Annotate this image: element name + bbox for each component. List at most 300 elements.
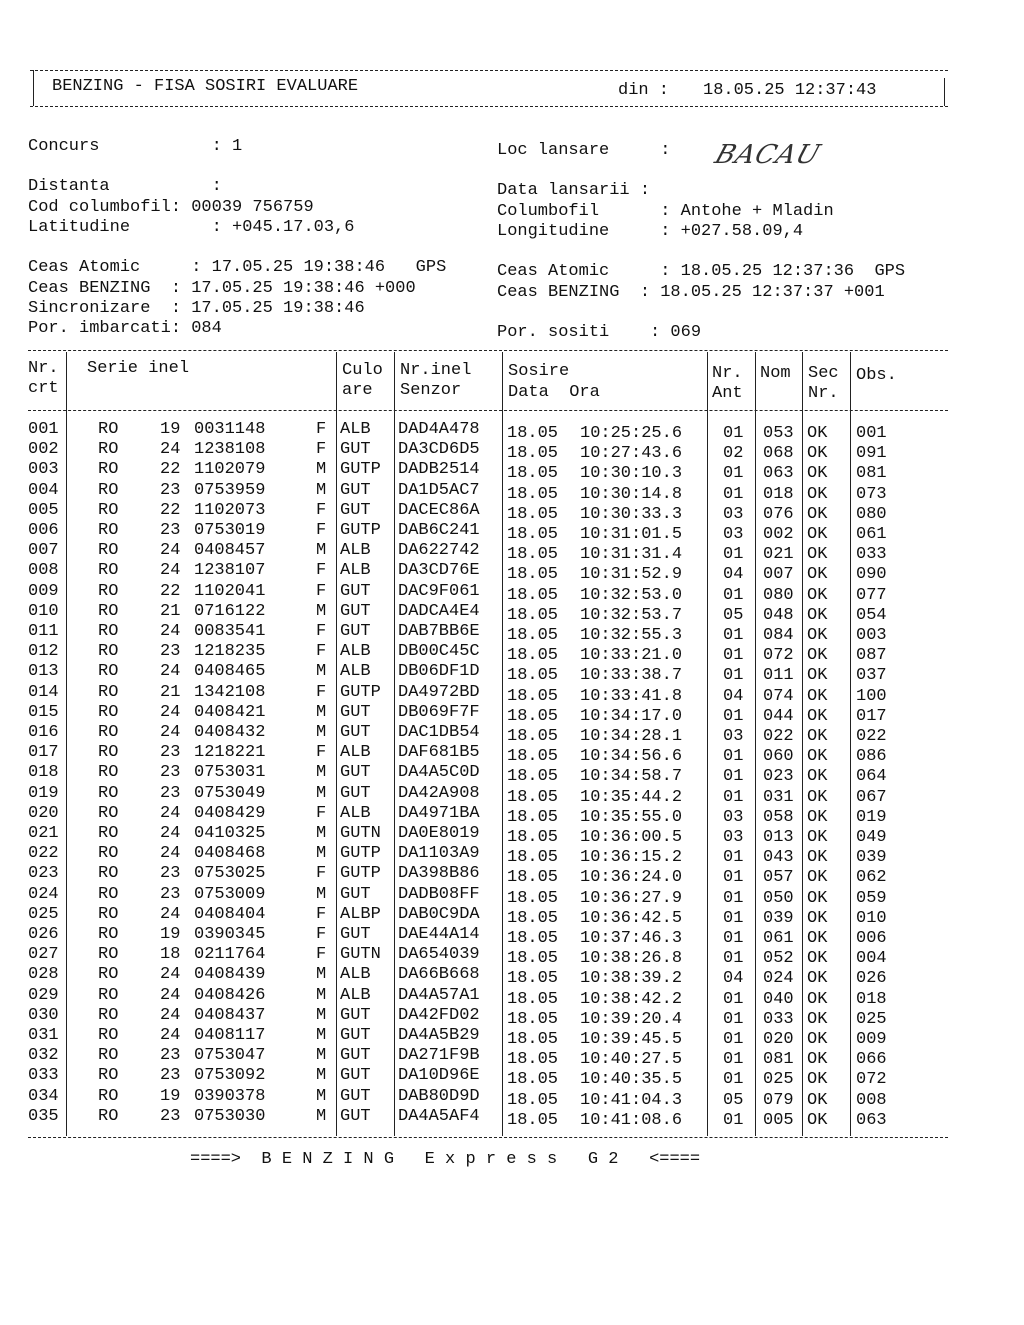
cell-date: 18.05 — [507, 706, 559, 726]
cell-ro: RO — [98, 642, 119, 662]
cell-nr: 003 — [28, 460, 59, 480]
cell-ant: 01 — [723, 545, 744, 565]
cell-time: 10:27:43.6 — [580, 444, 683, 464]
cell-obs: 080 — [856, 504, 887, 524]
cell-col: GUT — [340, 500, 371, 520]
cell-ring: 0408117 — [194, 1026, 266, 1045]
cell-yr: 23 — [160, 884, 181, 904]
cell-yr: 22 — [160, 581, 181, 601]
cell-date: 18.05 — [507, 605, 559, 625]
cell-time: 10:40:35.5 — [580, 1070, 683, 1090]
info-data-lansarii: Data lansarii : — [497, 181, 651, 200]
col-header-sec-2: Nr. — [808, 384, 839, 403]
cell-col: GUT — [340, 783, 371, 803]
cell-sec: OK — [807, 545, 828, 565]
cell-time: 10:36:00.5 — [580, 828, 683, 847]
cell-obs: 004 — [856, 949, 887, 969]
cell-sec: OK — [807, 605, 828, 625]
cell-sec: OK — [807, 1090, 828, 1110]
cell-sec: OK — [807, 1050, 828, 1070]
cell-yr: 24 — [160, 541, 181, 561]
cell-yr: 23 — [160, 642, 181, 662]
cell-nom: 053 — [763, 424, 794, 443]
cell-obs: 037 — [856, 666, 887, 686]
cell-sex: F — [316, 904, 327, 924]
cell-sensor: DA271F9B — [398, 1046, 480, 1066]
cell-yr: 23 — [160, 864, 181, 884]
cell-nr: 020 — [28, 803, 59, 823]
cell-time: 10:34:56.6 — [580, 747, 683, 767]
cell-ro: RO — [98, 440, 119, 460]
footer-brand: ====> B E N Z I N G E x p r e s s G 2 <==== — [190, 1150, 701, 1169]
cell-ant: 05 — [723, 1090, 744, 1110]
cell-nom: 076 — [763, 504, 794, 524]
cell-col: GUTN — [340, 945, 381, 965]
cell-sex: M — [316, 1005, 327, 1025]
cell-sensor: DAB7BB6E — [398, 622, 480, 641]
cell-nom: 007 — [763, 565, 794, 585]
cell-sensor: DA1103A9 — [398, 844, 480, 864]
cell-nr: 014 — [28, 682, 59, 702]
info-cod-columbofil: Cod columbofil: 00039 756759 — [28, 198, 314, 217]
cell-time: 10:33:38.7 — [580, 666, 683, 686]
cell-nom: 052 — [763, 949, 794, 969]
cell-time: 10:34:58.7 — [580, 767, 683, 787]
cell-sec: OK — [807, 1009, 828, 1029]
cell-col: ALB — [340, 985, 371, 1005]
cell-yr: 24 — [160, 561, 181, 581]
cell-ring: 0031148 — [194, 420, 266, 439]
cell-col: GUT — [340, 925, 371, 944]
cell-yr: 23 — [160, 763, 181, 783]
cell-ro: RO — [98, 581, 119, 601]
cell-ro: RO — [98, 763, 119, 783]
cell-ant: 01 — [723, 747, 744, 767]
cell-obs: 063 — [856, 1110, 887, 1130]
cell-date: 18.05 — [507, 989, 559, 1009]
cell-sex: F — [316, 743, 327, 763]
cell-ro: RO — [98, 500, 119, 520]
cell-ant: 03 — [723, 525, 744, 544]
cell-ro: RO — [98, 1005, 119, 1025]
cell-col: ALB — [340, 965, 371, 985]
info-latitudine: Latitudine : +045.17.03,6 — [28, 218, 355, 237]
cell-nr: 022 — [28, 844, 59, 864]
cell-nr: 023 — [28, 864, 59, 884]
cell-ant: 03 — [723, 504, 744, 524]
cell-obs: 087 — [856, 646, 887, 666]
cell-nr: 029 — [28, 985, 59, 1005]
cell-ring: 0408457 — [194, 541, 266, 561]
col-header-sec-1: Sec — [808, 364, 839, 383]
info-ceas-benzing-right: Ceas BENZING : 18.05.25 12:37:37 +001 — [497, 283, 885, 302]
cell-nr: 028 — [28, 965, 59, 985]
cell-ro: RO — [98, 420, 119, 439]
cell-yr: 24 — [160, 440, 181, 460]
cell-col: ALB — [340, 642, 371, 662]
cell-obs: 019 — [856, 807, 887, 827]
cell-nr: 002 — [28, 440, 59, 460]
cell-ro: RO — [98, 541, 119, 561]
cell-sex: M — [316, 985, 327, 1005]
cell-nom: 074 — [763, 686, 794, 706]
cell-nom: 021 — [763, 545, 794, 565]
cell-ant: 02 — [723, 444, 744, 464]
cell-col: GUT — [340, 723, 371, 742]
cell-sex: M — [316, 601, 327, 621]
info-loc-lansare: Loc lansare : — [497, 141, 671, 160]
cell-obs: 033 — [856, 545, 887, 565]
cell-ring: 1102041 — [194, 581, 266, 601]
cell-nom: 023 — [763, 767, 794, 787]
cell-obs: 006 — [856, 929, 887, 948]
cell-ring: 0716122 — [194, 601, 266, 621]
cell-nom: 043 — [763, 848, 794, 868]
cell-ro: RO — [98, 783, 119, 803]
cell-obs: 054 — [856, 605, 887, 625]
cell-sec: OK — [807, 969, 828, 989]
cell-ring: 0408439 — [194, 965, 266, 985]
cell-time: 10:33:41.8 — [580, 686, 683, 706]
info-concurs: Concurs : 1 — [28, 137, 243, 156]
cell-sec: OK — [807, 504, 828, 524]
cell-ring: 1342108 — [194, 682, 266, 702]
cell-nr: 032 — [28, 1046, 59, 1066]
cell-sensor: DA654039 — [398, 945, 480, 965]
cell-sex: F — [316, 682, 327, 702]
cell-col: GUT — [340, 480, 371, 500]
cell-sex: F — [316, 864, 327, 884]
cell-nr: 017 — [28, 743, 59, 763]
cell-col: GUT — [340, 1066, 371, 1086]
cell-date: 18.05 — [507, 969, 559, 989]
cell-date: 18.05 — [507, 545, 559, 565]
info-ceas-benzing-left: Ceas BENZING : 17.05.25 19:38:46 +000 — [28, 279, 416, 298]
cell-nr: 012 — [28, 642, 59, 662]
cell-col: ALB — [340, 561, 371, 581]
table-top-border — [28, 350, 948, 351]
cell-ring: 0410325 — [194, 824, 266, 843]
col-header-nr-1: Nr. — [28, 359, 59, 378]
cell-obs: 010 — [856, 908, 887, 928]
cell-nr: 011 — [28, 622, 59, 641]
cell-ring: 0408426 — [194, 985, 266, 1005]
cell-sensor: DAE44A14 — [398, 925, 480, 944]
cell-time: 10:38:42.2 — [580, 989, 683, 1009]
cell-yr: 22 — [160, 460, 181, 480]
cell-time: 10:35:55.0 — [580, 807, 683, 827]
cell-nr: 031 — [28, 1026, 59, 1045]
cell-sex: M — [316, 541, 327, 561]
cell-nr: 013 — [28, 662, 59, 682]
info-ceas-atomic-left: Ceas Atomic : 17.05.25 19:38:46 GPS — [28, 258, 447, 277]
cell-sec: OK — [807, 706, 828, 726]
cell-sex: M — [316, 783, 327, 803]
cell-yr: 24 — [160, 723, 181, 742]
cell-sensor: DA3CD76E — [398, 561, 480, 581]
cell-ant: 01 — [723, 1110, 744, 1130]
cell-sex: M — [316, 702, 327, 722]
report-din-label: din : — [618, 81, 670, 100]
cell-ring: 0753025 — [194, 864, 266, 884]
cell-col: GUT — [340, 601, 371, 621]
col-separator — [66, 352, 67, 1136]
cell-col: ALB — [340, 541, 371, 561]
cell-ro: RO — [98, 945, 119, 965]
cell-ant: 01 — [723, 646, 744, 666]
cell-nom: 079 — [763, 1090, 794, 1110]
cell-date: 18.05 — [507, 727, 559, 746]
col-header-nr-inel-2: Senzor — [400, 381, 462, 400]
cell-sex: F — [316, 500, 327, 520]
cell-sensor: DAB80D9D — [398, 1086, 480, 1106]
cell-sex: M — [316, 1046, 327, 1066]
cell-date: 18.05 — [507, 444, 559, 464]
cell-date: 18.05 — [507, 767, 559, 787]
cell-sex: M — [316, 1106, 327, 1126]
cell-time: 10:30:10.3 — [580, 464, 683, 484]
cell-nom: 061 — [763, 929, 794, 948]
cell-col: GUT — [340, 581, 371, 601]
cell-time: 10:31:01.5 — [580, 525, 683, 544]
header-bottom-border — [30, 106, 948, 107]
cell-ro: RO — [98, 743, 119, 763]
cell-sex: F — [316, 622, 327, 641]
cell-date: 18.05 — [507, 666, 559, 686]
cell-sec: OK — [807, 807, 828, 827]
cell-sec: OK — [807, 908, 828, 928]
cell-sensor: DA1D5AC7 — [398, 480, 480, 500]
cell-ro: RO — [98, 864, 119, 884]
cell-sex: M — [316, 1026, 327, 1045]
cell-ant: 01 — [723, 1050, 744, 1070]
cell-ring: 0408437 — [194, 1005, 266, 1025]
cell-ring: 0211764 — [194, 945, 266, 965]
cell-nom: 072 — [763, 646, 794, 666]
cell-nr: 026 — [28, 925, 59, 944]
cell-nr: 008 — [28, 561, 59, 581]
cell-obs: 017 — [856, 706, 887, 726]
cell-col: GUT — [340, 440, 371, 460]
cell-date: 18.05 — [507, 787, 559, 807]
cell-col: GUT — [340, 1086, 371, 1106]
cell-yr: 24 — [160, 803, 181, 823]
cell-ro: RO — [98, 985, 119, 1005]
cell-time: 10:36:42.5 — [580, 908, 683, 928]
cell-ro: RO — [98, 1066, 119, 1086]
cell-ring: 0408432 — [194, 723, 266, 742]
cell-yr: 24 — [160, 844, 181, 864]
cell-col: GUT — [340, 1106, 371, 1126]
cell-nom: 039 — [763, 908, 794, 928]
cell-time: 10:32:53.0 — [580, 585, 683, 605]
cell-nom: 080 — [763, 585, 794, 605]
cell-ant: 01 — [723, 787, 744, 807]
cell-time: 10:40:27.5 — [580, 1050, 683, 1070]
cell-time: 10:34:28.1 — [580, 727, 683, 746]
col-separator — [707, 352, 708, 1136]
cell-ring: 1102079 — [194, 460, 266, 480]
cell-ro: RO — [98, 601, 119, 621]
cell-obs: 026 — [856, 969, 887, 989]
info-ceas-atomic-right: Ceas Atomic : 18.05.25 12:37:36 GPS — [497, 262, 906, 281]
cell-sensor: DA10D96E — [398, 1066, 480, 1086]
col-separator — [755, 352, 756, 1136]
cell-col: GUT — [340, 884, 371, 904]
col-separator — [802, 352, 803, 1136]
cell-nom: 011 — [763, 666, 794, 686]
cell-yr: 24 — [160, 985, 181, 1005]
cell-sensor: DAB0C9DA — [398, 904, 480, 924]
cell-time: 10:41:08.6 — [580, 1110, 683, 1130]
cell-sec: OK — [807, 868, 828, 888]
cell-date: 18.05 — [507, 1009, 559, 1029]
cell-date: 18.05 — [507, 807, 559, 827]
cell-yr: 24 — [160, 965, 181, 985]
cell-nom: 022 — [763, 727, 794, 746]
cell-sex: M — [316, 723, 327, 742]
cell-nr: 019 — [28, 783, 59, 803]
cell-sex: F — [316, 521, 327, 540]
cell-date: 18.05 — [507, 1070, 559, 1090]
cell-sensor: DA42A908 — [398, 783, 480, 803]
cell-sex: F — [316, 642, 327, 662]
cell-col: GUTP — [340, 844, 381, 864]
cell-yr: 21 — [160, 601, 181, 621]
col-separator — [502, 352, 503, 1136]
cell-sec: OK — [807, 929, 828, 948]
cell-nom: 040 — [763, 989, 794, 1009]
cell-nr: 005 — [28, 500, 59, 520]
cell-sec: OK — [807, 949, 828, 969]
cell-date: 18.05 — [507, 484, 559, 504]
cell-ring: 0083541 — [194, 622, 266, 641]
cell-ro: RO — [98, 521, 119, 540]
cell-sensor: DA0E8019 — [398, 824, 480, 843]
cell-nom: 057 — [763, 868, 794, 888]
cell-date: 18.05 — [507, 929, 559, 948]
cell-col: GUT — [340, 702, 371, 722]
cell-ant: 01 — [723, 706, 744, 726]
cell-yr: 23 — [160, 1106, 181, 1126]
cell-sensor: DAC1DB54 — [398, 723, 480, 742]
info-distanta: Distanta : — [28, 177, 222, 196]
cell-time: 10:30:14.8 — [580, 484, 683, 504]
cell-date: 18.05 — [507, 828, 559, 847]
col-header-nom: Nom — [760, 364, 791, 383]
cell-sec: OK — [807, 424, 828, 443]
cell-sex: M — [316, 1086, 327, 1106]
cell-ant: 05 — [723, 605, 744, 625]
header-right-border — [944, 78, 945, 106]
cell-ring: 0408421 — [194, 702, 266, 722]
cell-time: 10:37:46.3 — [580, 929, 683, 948]
cell-ring: 0408468 — [194, 844, 266, 864]
cell-ro: RO — [98, 561, 119, 581]
cell-ring: 0408404 — [194, 904, 266, 924]
cell-sec: OK — [807, 565, 828, 585]
report-din-value: 18.05.25 12:37:43 — [703, 81, 877, 100]
cell-col: GUT — [340, 1005, 371, 1025]
cell-sec: OK — [807, 767, 828, 787]
cell-ant: 01 — [723, 868, 744, 888]
cell-nr: 035 — [28, 1106, 59, 1126]
cell-ro: RO — [98, 803, 119, 823]
cell-nom: 002 — [763, 525, 794, 544]
cell-nr: 006 — [28, 521, 59, 540]
cell-sensor: DA4A5C0D — [398, 763, 480, 783]
cell-ro: RO — [98, 965, 119, 985]
cell-sec: OK — [807, 444, 828, 464]
col-header-serie-inel: Serie inel — [87, 359, 190, 378]
cell-time: 10:31:52.9 — [580, 565, 683, 585]
cell-col: GUTP — [340, 864, 381, 884]
cell-col: GUT — [340, 1046, 371, 1066]
cell-obs: 081 — [856, 464, 887, 484]
info-columbofil: Columbofil : Antohe + Mladin — [497, 202, 834, 221]
cell-date: 18.05 — [507, 747, 559, 767]
cell-nom: 048 — [763, 605, 794, 625]
cell-obs: 073 — [856, 484, 887, 504]
cell-nr: 018 — [28, 763, 59, 783]
cell-nom: 020 — [763, 1030, 794, 1049]
cell-yr: 19 — [160, 420, 181, 439]
cell-sensor: DB069F7F — [398, 702, 480, 722]
cell-sec: OK — [807, 888, 828, 908]
cell-ant: 01 — [723, 626, 744, 645]
cell-obs: 062 — [856, 868, 887, 888]
cell-time: 10:30:33.3 — [580, 504, 683, 524]
cell-nom: 081 — [763, 1050, 794, 1070]
cell-date: 18.05 — [507, 908, 559, 928]
cell-col: GUTN — [340, 824, 381, 843]
cell-sec: OK — [807, 585, 828, 605]
header-top-border — [30, 70, 948, 71]
cell-time: 10:38:26.8 — [580, 949, 683, 969]
cell-sensor: DA66B668 — [398, 965, 480, 985]
col-header-nr-inel-1: Nr.inel — [400, 361, 472, 380]
cell-sex: M — [316, 965, 327, 985]
cell-sensor: DAC9F061 — [398, 581, 480, 601]
cell-date: 18.05 — [507, 1030, 559, 1049]
cell-sec: OK — [807, 848, 828, 868]
cell-obs: 022 — [856, 727, 887, 746]
cell-nom: 013 — [763, 828, 794, 847]
cell-date: 18.05 — [507, 868, 559, 888]
cell-yr: 24 — [160, 622, 181, 641]
cell-time: 10:38:39.2 — [580, 969, 683, 989]
info-sincronizare: Sincronizare : 17.05.25 19:38:46 — [28, 299, 365, 318]
cell-ring: 0753959 — [194, 480, 266, 500]
cell-ring: 0753030 — [194, 1106, 266, 1126]
cell-sex: F — [316, 925, 327, 944]
header-left-border — [33, 70, 34, 106]
cell-time: 10:34:17.0 — [580, 706, 683, 726]
cell-nom: 005 — [763, 1110, 794, 1130]
cell-nr: 015 — [28, 702, 59, 722]
cell-sec: OK — [807, 626, 828, 645]
cell-nom: 060 — [763, 747, 794, 767]
cell-obs: 018 — [856, 989, 887, 1009]
cell-ro: RO — [98, 682, 119, 702]
cell-sex: M — [316, 1066, 327, 1086]
cell-time: 10:36:24.0 — [580, 868, 683, 888]
cell-ring: 0408465 — [194, 662, 266, 682]
cell-col: GUT — [340, 1026, 371, 1045]
cell-nom: 018 — [763, 484, 794, 504]
cell-col: ALBP — [340, 904, 381, 924]
cell-col: ALB — [340, 803, 371, 823]
